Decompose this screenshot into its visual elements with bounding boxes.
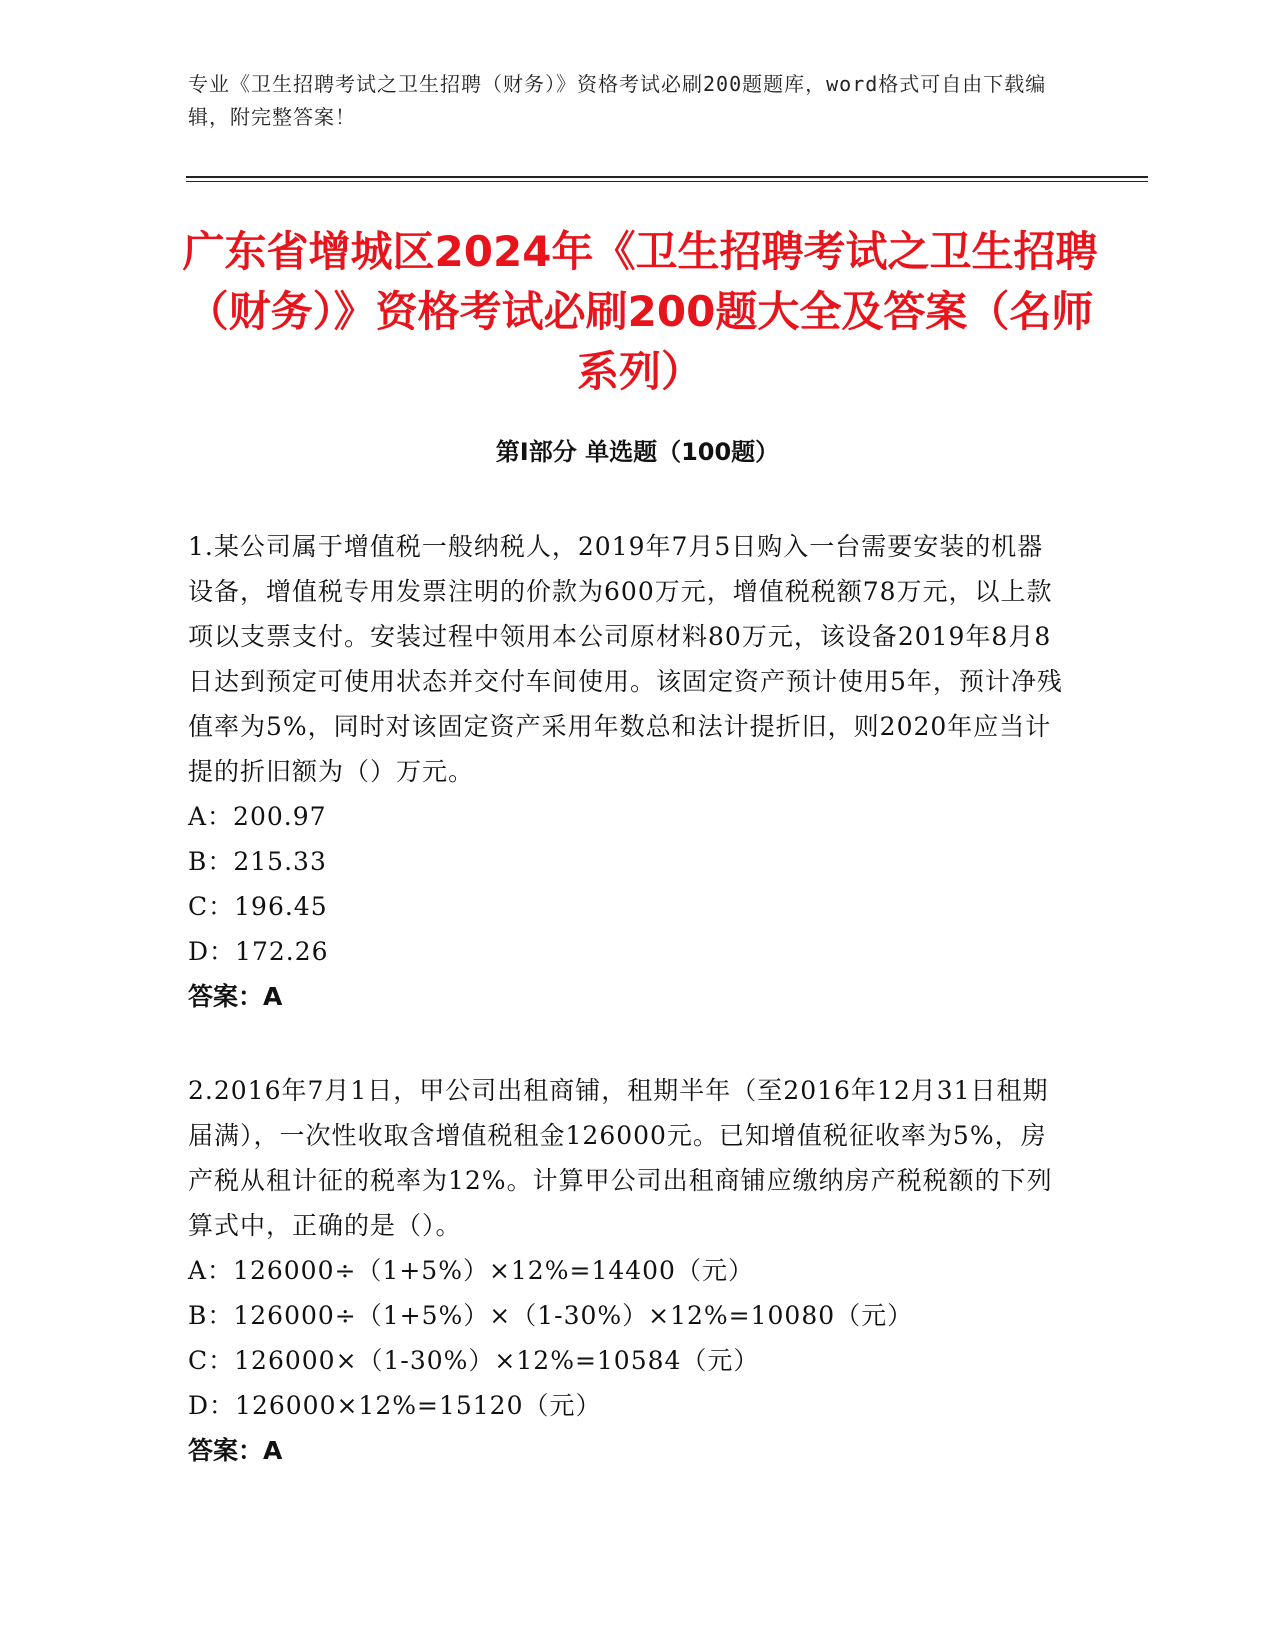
answer: 答案：A bbox=[188, 982, 283, 1011]
option-d: D：126000×12%=15120（元） bbox=[188, 1391, 602, 1420]
question-1 bbox=[188, 524, 1068, 1019]
option-a: A：200.97 bbox=[188, 802, 327, 831]
option-d: D：172.26 bbox=[188, 937, 329, 966]
option-a: A：126000÷（1+5%）×12%=14400（元） bbox=[188, 1256, 754, 1285]
header-divider bbox=[186, 176, 1148, 178]
question-text: 1.某公司属于增值税一般纳税人，2019年7月5日购入一台需要安装的机器设备，增值税专用发票注明的价款为600万元，增值税税额78万元，以上款项以支票支付。安装过程中领用本公司原材料80万元，该设备2019年8月8日达到预定可使用状态并交付车间使用。该固定资产预计使用5年，预计净残值率为5%，同时对该固定资产采用年数总和法计提折旧，则2020年应当计提的折旧额为（）万元。 bbox=[188, 532, 1063, 786]
question-2 bbox=[188, 1068, 1068, 1473]
option-c: C：126000×（1-30%）×12%=10584（元） bbox=[188, 1346, 760, 1375]
option-c: C：196.45 bbox=[188, 892, 328, 921]
header-divider-thin bbox=[186, 181, 1148, 182]
header-note: 专业《卫生招聘考试之卫生招聘（财务）》资格考试必刷200题题库，word格式可自由下载编辑，附完整答案！ bbox=[188, 72, 1047, 129]
section-heading: 第I部分 单选题（100题） bbox=[495, 438, 780, 466]
option-b: B：126000÷（1+5%）×（1-30%）×12%=10080（元） bbox=[188, 1301, 914, 1330]
document-title: 广东省增城区2024年《卫生招聘考试之卫生招聘（财务）》资格考试必刷200题大全及答案（名师系列） bbox=[182, 227, 1098, 396]
question-text: 2.2016年7月1日，甲公司出租商铺，租期半年（至2016年12月31日租期届满），一次性收取含增值税租金126000元。已知增值税征收率为5%，房产税从租计征的税率为12%。计算甲公司出租商铺应缴纳房产税税额的下列算式中，正确的是（）。 bbox=[188, 1076, 1053, 1240]
option-b: B：215.33 bbox=[188, 847, 327, 876]
answer: 答案：A bbox=[188, 1436, 283, 1465]
